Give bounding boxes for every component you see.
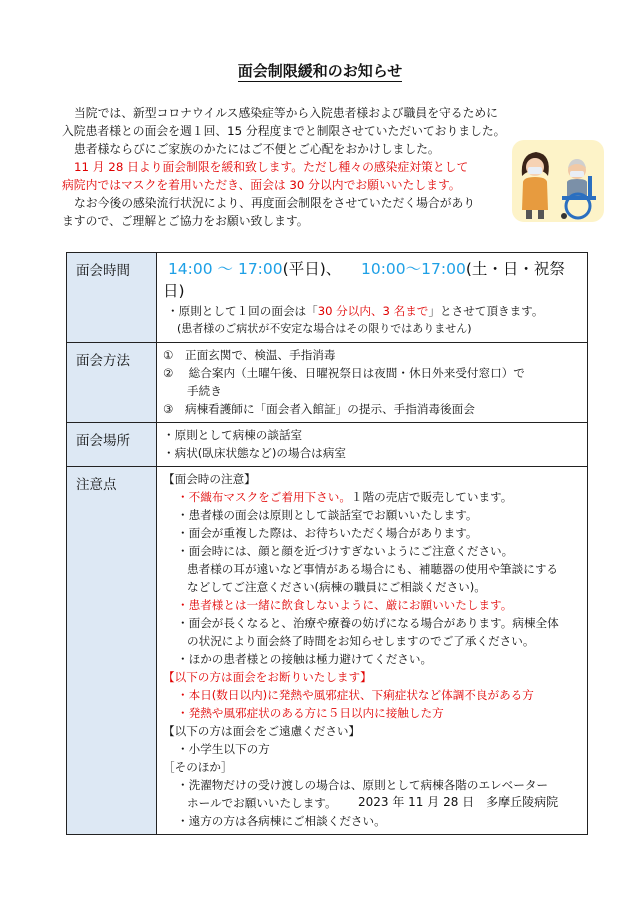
intro-line: なお今後の感染流行状況により、再度面会制限をさせていただく場合があり <box>74 196 476 210</box>
other-item: ・遠方の方は各病棟にご相談ください。 <box>177 814 386 828</box>
intro-text <box>62 104 552 230</box>
hours-label: 面会時間 <box>67 253 157 343</box>
visit-info-table <box>66 252 588 835</box>
holiday-label: (土・日・祝祭日) <box>163 260 565 300</box>
note-item-cont: 患者様の耳が遠いなど事情がある場合にも、補聴器の使用や筆談にする <box>187 562 559 576</box>
note-item: ・不織布マスクをご着用下さい。１階の売店で販売しています。 <box>177 490 513 504</box>
other-heading: ［そのほか］ <box>163 760 233 774</box>
footer-date-hospital: 2023 年 11 月 28 日 多摩丘陵病院 <box>358 795 559 809</box>
place-content <box>157 423 588 467</box>
method-step: ② 総合案内（土曜午後、日曜祝祭日は夜間・休日外来受付窓口）で <box>163 366 525 380</box>
method-label: 面会方法 <box>67 343 157 423</box>
method-row <box>67 343 588 423</box>
note-item: ・面会時には、顔と顔を近づけすぎないようにご注意ください。 <box>177 544 514 558</box>
note-item: ・ほかの患者様との接触は極力避けてください。 <box>177 652 433 666</box>
visitor-and-wheelchair-patient-icon <box>512 140 604 222</box>
notes-content <box>157 467 588 835</box>
page-title: 面会制限緩和のお知らせ <box>237 62 403 80</box>
note-item-red: ・患者様とは一緒に飲食しないように、厳にお願いいたします。 <box>177 598 513 612</box>
method-step: ③ 病棟看護師に「面会者入館証」の提示、手指消毒後面会 <box>163 402 475 416</box>
place-line: ・原則として病棟の談話室 <box>163 428 303 442</box>
hours-content <box>157 253 588 343</box>
decline-item-red: ・本日(数日以内)に発熱や風邪症状、下痢症状など体調不良がある方 <box>177 688 534 702</box>
hours-subnote: (患者様のご病状が不安定な場合はその限りではありません) <box>177 322 472 335</box>
holiday-time: 10:00〜17:00 <box>360 260 466 278</box>
hours-note: ・原則として１回の面会は「30 分以内、3 名まで」とさせて頂きます。 <box>167 304 544 318</box>
note-item-cont: などしてご注意ください(病棟の職員にご相談ください)。 <box>187 580 486 594</box>
place-line: ・病状(臥床状態など)の場合は病室 <box>163 446 346 460</box>
note-item: ・面会が重複した際は、お待ちいただく場合があります。 <box>177 526 478 540</box>
hours-row <box>67 253 588 343</box>
method-step-cont: 手続き <box>187 384 222 398</box>
place-row <box>67 423 588 467</box>
intro-line: 入院患者様との面会を週１回、15 分程度までと制限させていただいておりました。 <box>62 124 506 138</box>
refrain-heading: 【以下の方は面会をご遠慮ください】 <box>163 724 361 738</box>
notes-heading: 【面会時の注意】 <box>163 472 256 486</box>
decline-item-red: ・発熱や風邪症状のある方に５日以内に接触した方 <box>177 706 444 720</box>
visit-limit-red: 30 分以内、3 名まで <box>317 304 429 318</box>
method-content <box>157 343 588 423</box>
weekday-label: (平日)、 <box>282 260 342 278</box>
place-label: 面会場所 <box>67 423 157 467</box>
intro-line: 当院では、新型コロナウイルス感染症等から入院患者様および職員を守るために <box>74 106 498 120</box>
visit-times <box>163 256 581 302</box>
note-item-cont: の状況により面会終了時間をお知らせしますのでご了承ください。 <box>187 634 535 648</box>
method-step: ① 正面玄関で、検温、手指消毒 <box>163 348 336 362</box>
intro-line: ますので、ご理解とご協力をお願い致します。 <box>62 214 309 228</box>
intro-notice-red: 11 月 28 日より面会制限を緩和致します。ただし種々の感染症対策として <box>74 160 469 174</box>
refrain-item: ・小学生以下の方 <box>177 742 270 756</box>
mask-notice-red: ・不織布マスクをご着用下さい。 <box>177 490 351 504</box>
decline-heading-red: 【以下の方は面会をお断りいたします】 <box>163 670 372 684</box>
weekday-time: 14:00 〜 17:00 <box>167 260 283 278</box>
intro-notice-red: 病院内ではマスクを着用いただき、面会は 30 分以内でお願いいたします。 <box>62 178 461 192</box>
other-item-cont: ホールでお願いいたします。 <box>187 796 337 810</box>
notes-label: 注意点 <box>67 467 157 835</box>
note-item: ・面会が長くなると、治療や療養の妨げになる場合があります。病棟全体 <box>177 616 559 630</box>
intro-line: 患者様ならびにご家族のかたにはご不便とご心配をおかけしました。 <box>74 142 440 156</box>
notes-row <box>67 467 588 835</box>
note-item: ・患者様の面会は原則として談話室でお願いいたします。 <box>177 508 478 522</box>
other-item: ・洗濯物だけの受け渡しの場合は、原則として病棟各階のエレベーター <box>177 778 549 792</box>
